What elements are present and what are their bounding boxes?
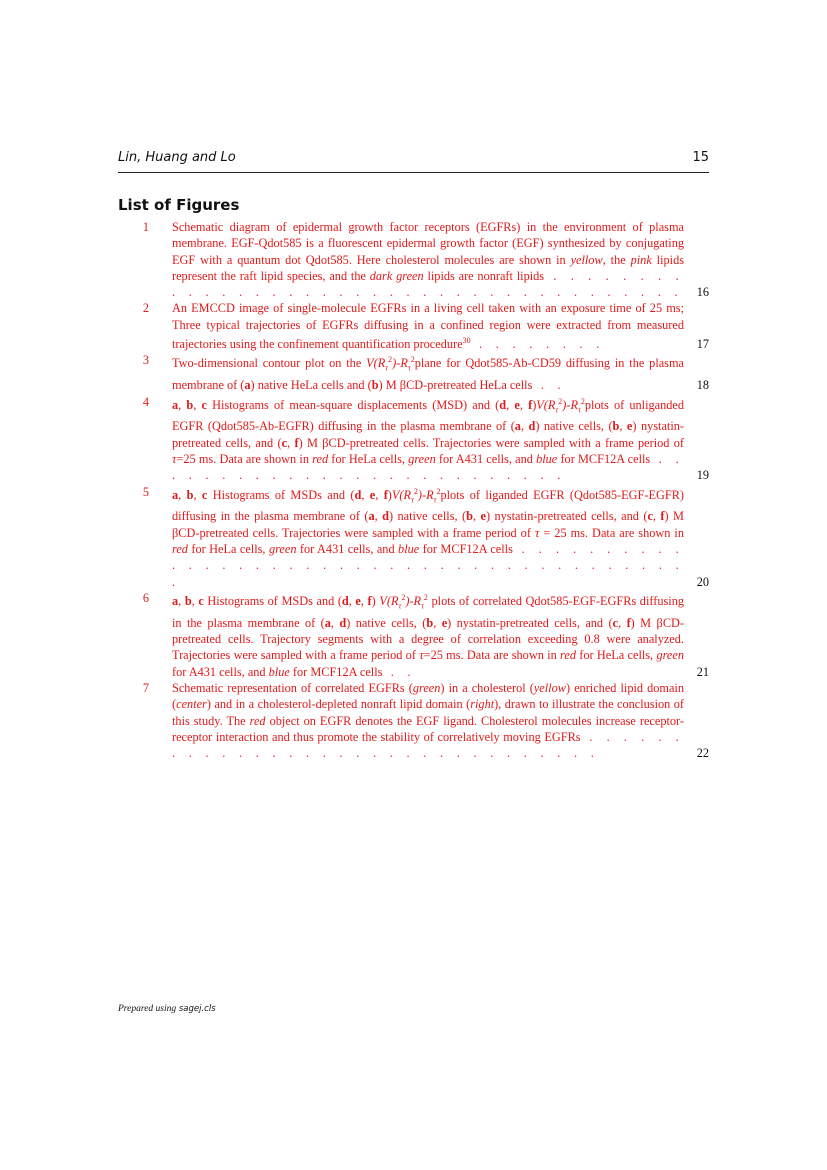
- caption-text: yellow: [533, 681, 566, 695]
- caption-text: blue: [398, 542, 420, 557]
- caption-text: for A431 cells, and: [296, 542, 399, 557]
- caption-text: V(R: [366, 356, 386, 371]
- caption-text: ,: [433, 615, 442, 630]
- caption-text: Schematic representation of correlated EGFRs (: [172, 681, 413, 695]
- superscript: 2: [401, 592, 406, 602]
- caption-text: pink: [630, 252, 652, 267]
- citation-superscript: 30: [462, 336, 471, 346]
- caption-text: right: [470, 697, 495, 712]
- caption-text: ,: [618, 615, 627, 630]
- header-rule: [118, 172, 709, 173]
- caption-text: ) M: [664, 509, 684, 524]
- caption-text: ), drawn to illustrate the conclusion of this study. The: [172, 697, 684, 728]
- leader-dots: . . . . . . . . . . . . . . . . . . . . . . . . . .: [172, 452, 684, 483]
- leader-dots: . . . . . . . . . . . . . . . . . . . . . . . . . . . . . . . . . . . . . . . . . .: [172, 542, 685, 589]
- caption-text: e: [480, 509, 486, 524]
- caption-text: green: [412, 681, 441, 695]
- caption-text: plots of correlated Qdot585-EGF-EGFRs diffusing in the plasma membrane of (: [172, 594, 684, 630]
- caption-text: ,: [506, 397, 515, 412]
- caption-text: ,: [178, 594, 185, 609]
- caption-text: ,: [472, 509, 481, 524]
- caption-text: ): [371, 594, 380, 609]
- figure-number: 4: [142, 394, 149, 409]
- caption-text: ,: [619, 419, 627, 434]
- subscript: τ: [385, 364, 389, 374]
- caption-text: β: [172, 525, 179, 540]
- caption-text: plots of liganded EGFR (Qdot585-EGF-EGFR) diffusing in the plasma membrane of (: [172, 487, 684, 524]
- figure-caption: [172, 680, 684, 761]
- footer: [118, 1004, 216, 1014]
- figure-page-number: 16: [696, 285, 709, 300]
- caption-text: b: [186, 487, 194, 502]
- leader-dots: . . . . . . . . . . . . . . . . . . . . . . . . . . . . . . . . . . . . . . .: [172, 268, 684, 300]
- caption-text: CD-pretreated cells. Trajectories were sampled with a frame period of: [328, 435, 684, 450]
- list-of-figures: [118, 219, 709, 761]
- caption-text: for MCF12A cells: [289, 664, 383, 679]
- figure-entry[interactable]: [118, 590, 709, 680]
- caption-text: d: [499, 397, 507, 412]
- figure-entry[interactable]: [118, 300, 709, 352]
- subscript: τ: [433, 495, 437, 505]
- caption-text: V(R: [391, 487, 412, 502]
- caption-text: red: [249, 713, 266, 728]
- leader-dots: . . . . . . . . . . . . . . . . . . . . . . . . . . . . . . . .: [172, 729, 684, 761]
- caption-text: Schematic diagram of epidermal growth factor receptors (EGFRs) in the environment of plasma membrane. EGF-Qdot585 is a fluorescent epidermal growth factor (EGF) synthesized by conjugating EGF with a quantum dot Qdot585. Here cholesterol molecules are shown in: [172, 220, 684, 267]
- caption-text: yellow: [570, 252, 603, 267]
- caption-text: d: [339, 615, 347, 630]
- caption-text: ,: [374, 509, 383, 524]
- caption-text: for A431 cells, and: [435, 452, 537, 467]
- caption-text: ) enriched lipid domain (: [172, 681, 684, 712]
- figure-number: 6: [142, 590, 149, 605]
- figure-page-number: 22: [696, 746, 709, 761]
- caption-text: a: [368, 509, 375, 524]
- figure-page-number: 17: [696, 337, 709, 352]
- caption-text: ) M: [378, 378, 400, 393]
- list-of-figures-title: List of Figures: [118, 196, 240, 214]
- caption-text: ,: [193, 397, 202, 412]
- caption-text: ): [387, 487, 392, 502]
- figure-entry[interactable]: [118, 352, 709, 393]
- caption-text: ,: [375, 487, 384, 502]
- caption-text: a: [172, 397, 179, 412]
- figure-caption: [172, 352, 684, 393]
- figure-number: 3: [142, 353, 149, 368]
- caption-text: ) native cells, (: [346, 615, 427, 630]
- figure-number: 7: [142, 681, 149, 695]
- caption-text: green: [656, 648, 684, 663]
- caption-text: c: [612, 615, 619, 630]
- caption-text: CD-pretreated HeLa cells: [406, 378, 533, 393]
- leader-dots: . .: [382, 664, 416, 679]
- caption-text: c: [198, 594, 204, 609]
- caption-text: e: [441, 615, 448, 630]
- figure-number: 2: [142, 301, 149, 316]
- caption-text: CD-pretreated cells. Trajectories were sampled with a frame period of: [178, 525, 535, 540]
- running-head-page-number: 15: [692, 150, 709, 165]
- caption-text: An EMCCD image of single-molecule EGFRs in a living cell taken with an exposure time of 25 ms; Three typical trajectories of EGFRs diffusing in a confined region were extracted from measured trajectories using the confinement quantification procedure: [172, 301, 684, 352]
- caption-text: e: [369, 487, 376, 502]
- caption-text: d: [341, 594, 349, 609]
- caption-text: lipids represent the raft lipid species, and the: [172, 252, 685, 283]
- caption-text: = 25 ms. Data are shown in: [539, 525, 685, 540]
- caption-text: blue: [268, 664, 290, 679]
- footer-prepared: Prepared using: [118, 1004, 177, 1014]
- caption-text: d: [382, 509, 389, 524]
- caption-text: f: [367, 594, 372, 609]
- caption-text: ,: [191, 594, 199, 609]
- figure-entry[interactable]: [118, 219, 709, 300]
- leader-dots: . .: [532, 378, 566, 393]
- caption-text: for MCF12A cells: [557, 452, 651, 467]
- superscript: 2: [413, 486, 418, 496]
- caption-text: ,: [287, 435, 295, 450]
- caption-text: a: [172, 487, 179, 502]
- figure-entry[interactable]: [118, 680, 709, 761]
- superscript: 2: [410, 355, 415, 365]
- caption-text: b: [186, 397, 194, 412]
- leader-dots: . . . . . . . .: [470, 337, 605, 352]
- caption-text: ) nystatin-pretreated cells, and (: [172, 419, 684, 450]
- caption-text: lipids are nonraft lipids: [423, 268, 545, 283]
- caption-text: for HeLa cells,: [328, 452, 409, 467]
- caption-text: β: [322, 435, 329, 450]
- caption-text: ,: [520, 419, 529, 434]
- subscript: τ: [555, 405, 559, 415]
- caption-text: ,: [360, 594, 368, 609]
- figure-caption: [172, 219, 684, 300]
- caption-text: ) native cells, (: [388, 509, 467, 524]
- superscript: 2: [580, 396, 585, 406]
- running-head: [118, 150, 709, 165]
- caption-text: red: [560, 648, 576, 663]
- figure-page-number: 18: [696, 378, 709, 393]
- caption-text: b: [371, 378, 379, 393]
- caption-text: ,: [193, 487, 202, 502]
- caption-text: a: [324, 615, 331, 630]
- caption-text: c: [201, 487, 208, 502]
- caption-text: c: [281, 435, 288, 450]
- caption-text: for HeLa cells,: [187, 542, 269, 557]
- caption-text: , the: [602, 252, 631, 267]
- caption-text: )-R: [405, 594, 422, 609]
- caption-text: Histograms of mean-square displacements (MSD) and (: [206, 397, 500, 412]
- caption-text: ) native HeLa cells and (: [250, 378, 372, 393]
- caption-text: f: [660, 509, 665, 524]
- caption-text: )-R: [417, 487, 434, 502]
- caption-text: CD-pretreated cells. Trajectory segments with a degree of correlation exceeding 0.8 were analyzed. Trajectories were sampled with a frame period of: [172, 615, 684, 663]
- caption-text: V(R: [536, 397, 556, 412]
- subscript: τ: [578, 405, 581, 415]
- caption-text: b: [612, 419, 620, 434]
- caption-text: ,: [178, 397, 187, 412]
- caption-text: red: [312, 452, 329, 467]
- caption-text: =25 ms. Data are shown in: [423, 648, 561, 663]
- superscript: 2: [388, 355, 393, 365]
- caption-text: Histograms of MSDs and (: [207, 487, 355, 502]
- caption-text: τ: [172, 452, 177, 467]
- caption-text: ) in a cholesterol (: [440, 681, 534, 695]
- caption-text: ): [532, 397, 537, 412]
- subscript: τ: [421, 601, 424, 611]
- caption-text: blue: [536, 452, 558, 467]
- caption-text: center: [176, 697, 207, 712]
- caption-text: ) M: [630, 615, 657, 630]
- figure-page-number: 20: [696, 574, 709, 589]
- caption-text: ,: [348, 594, 356, 609]
- caption-text: e: [626, 419, 633, 434]
- figure-entry[interactable]: [118, 394, 709, 484]
- caption-text: f: [294, 435, 299, 450]
- caption-text: ) nystatin-pretreated cells, and (: [447, 615, 613, 630]
- caption-text: c: [201, 397, 207, 412]
- caption-text: dark green: [369, 268, 424, 283]
- caption-text: b: [184, 594, 192, 609]
- subscript: τ: [411, 495, 414, 505]
- caption-text: c: [647, 509, 653, 524]
- figure-page-number: 19: [696, 468, 709, 483]
- caption-text: a: [244, 378, 251, 393]
- caption-text: ) nystatin-pretreated cells, and (: [485, 509, 648, 524]
- figure-number: 5: [142, 484, 149, 499]
- caption-text: Histograms of MSDs and (: [203, 594, 342, 609]
- caption-text: for MCF12A cells: [419, 542, 513, 557]
- caption-text: d: [354, 487, 362, 502]
- figure-caption: [172, 484, 684, 590]
- superscript: 2: [436, 486, 441, 496]
- caption-text: ) M: [298, 435, 323, 450]
- subscript: τ: [407, 364, 411, 374]
- figure-caption: [172, 590, 684, 680]
- caption-text: ) native cells, (: [535, 419, 613, 434]
- caption-text: green: [268, 542, 297, 557]
- caption-text: plane for Qdot585-Ab-CD59 diffusing in the plasma membrane of (: [172, 356, 684, 393]
- caption-text: V(R: [379, 594, 399, 609]
- caption-text: ,: [361, 487, 370, 502]
- caption-text: τ: [534, 525, 540, 540]
- caption-text: τ: [419, 648, 424, 663]
- subscript: τ: [398, 601, 402, 611]
- caption-text: β: [399, 378, 407, 393]
- caption-text: e: [514, 397, 520, 412]
- caption-text: a: [514, 419, 521, 434]
- caption-text: )-R: [392, 356, 408, 371]
- caption-text: object on EGFR denotes the EGF ligand. Cholesterol molecules increase receptor-receptor interaction and thus promote the stability of correlatively moving EGFRs: [172, 713, 685, 744]
- figure-page-number: 21: [696, 664, 709, 679]
- caption-text: b: [426, 615, 434, 630]
- caption-text: f: [626, 615, 631, 630]
- figure-caption: [172, 300, 684, 352]
- caption-text: β: [656, 615, 663, 630]
- superscript: 2: [423, 592, 428, 602]
- caption-text: Two-dimensional contour plot on the: [172, 356, 367, 371]
- footer-cls: sagej.cls: [178, 1004, 216, 1014]
- caption-text: =25 ms. Data are shown in: [176, 452, 313, 467]
- caption-text: for HeLa cells,: [575, 648, 657, 663]
- caption-text: ,: [178, 487, 187, 502]
- superscript: 2: [558, 396, 563, 406]
- caption-text: f: [528, 397, 533, 412]
- running-head-authors: Lin, Huang and Lo: [118, 150, 236, 165]
- caption-text: green: [408, 452, 436, 467]
- figure-number: 1: [142, 220, 149, 234]
- figure-entry[interactable]: [118, 484, 709, 590]
- caption-text: )-R: [562, 397, 578, 412]
- caption-text: b: [466, 509, 473, 524]
- caption-text: f: [383, 487, 388, 502]
- caption-text: plots of unliganded EGFR (Qdot585-Ab-EGFR) diffusing in the plasma membrane of (: [172, 397, 685, 434]
- caption-text: d: [528, 419, 536, 434]
- caption-text: red: [172, 542, 188, 557]
- caption-text: ,: [652, 509, 661, 524]
- caption-text: ,: [330, 615, 340, 630]
- caption-text: e: [355, 594, 361, 609]
- caption-text: for A431 cells, and: [172, 664, 269, 679]
- figure-caption: [172, 394, 684, 484]
- caption-text: ,: [519, 397, 529, 412]
- caption-text: a: [172, 594, 179, 609]
- caption-text: ) and in a cholesterol-depleted nonraft lipid domain (: [206, 697, 471, 712]
